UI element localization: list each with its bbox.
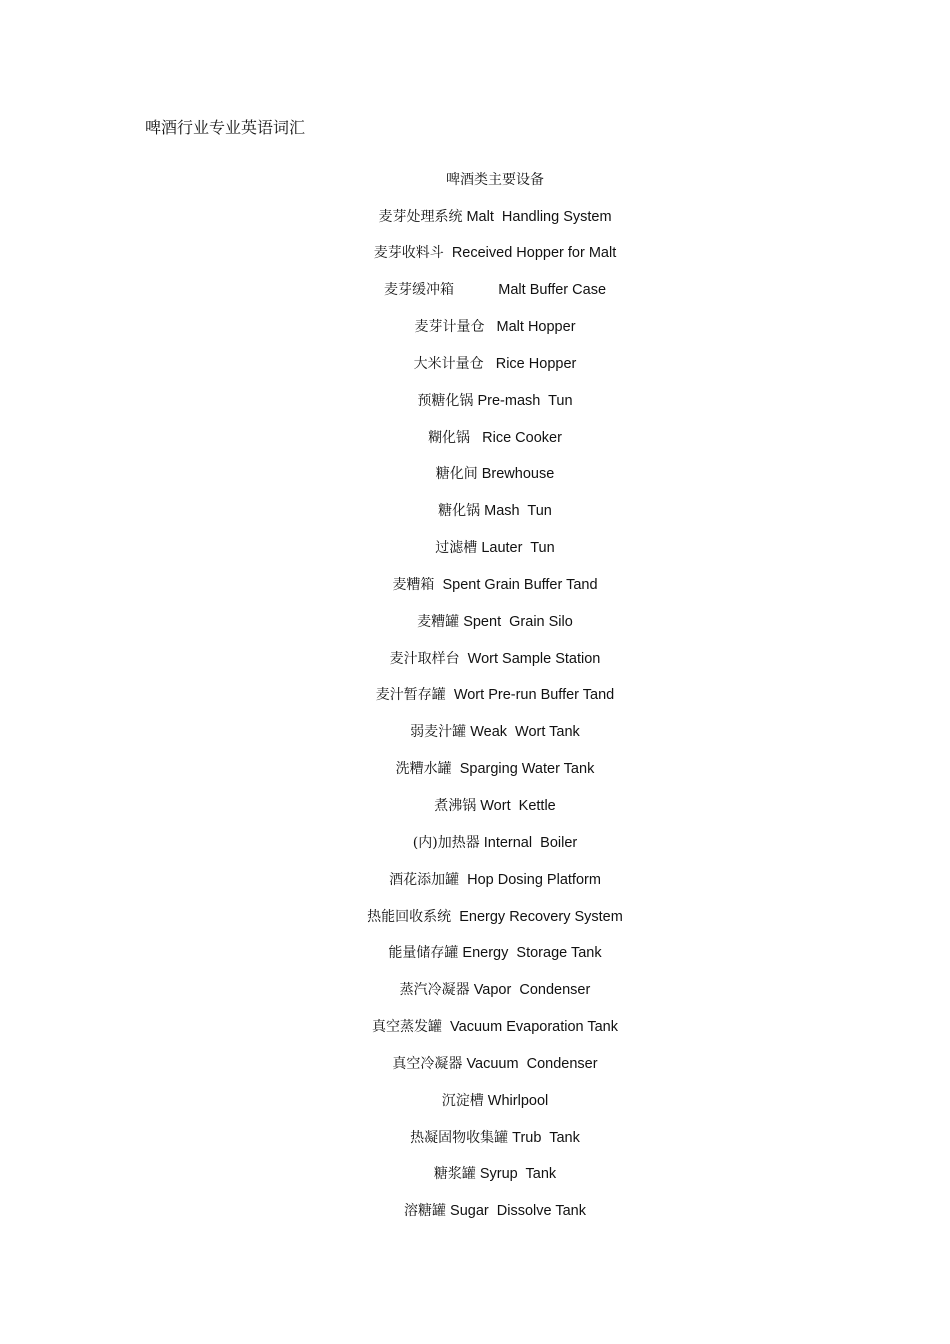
term-row — [0, 538, 950, 575]
term-english: Wort Pre-run Buffer Tand — [445, 687, 615, 704]
term-row — [0, 243, 950, 280]
term-row — [0, 501, 950, 538]
term-row — [0, 759, 950, 796]
term-row — [0, 391, 950, 428]
term-english: Vapor Condenser — [469, 982, 591, 999]
term-chinese: 能量储存罐 — [388, 945, 459, 962]
term-english: Wort Sample Station — [459, 650, 601, 667]
term-row — [0, 317, 950, 354]
term-chinese: 麦汁暂存罐 — [375, 687, 446, 704]
term-row — [0, 649, 950, 686]
term-row — [0, 870, 950, 907]
term-english: Lauter Tun — [477, 540, 555, 557]
term-row — [0, 575, 950, 612]
term-row — [0, 207, 950, 244]
term-chinese: 麦芽处理系统 — [378, 208, 463, 225]
term-chinese: 洗糟水罐 — [395, 761, 452, 778]
term-english: Hop Dosing Platform — [459, 871, 601, 888]
term-row — [0, 980, 950, 1017]
term-chinese: 麦芽收料斗 — [373, 245, 444, 262]
term-english: Malt Buffer Case — [453, 282, 607, 299]
term-row — [0, 722, 950, 759]
term-english: Energy Storage Tank — [458, 945, 602, 962]
term-row — [0, 1164, 950, 1201]
term-row — [0, 1128, 950, 1165]
term-row — [0, 428, 950, 465]
term-english: Whirlpool — [483, 1092, 549, 1109]
term-english: Internal Boiler — [479, 834, 578, 851]
term-row — [0, 1017, 950, 1054]
term-chinese: 蒸汽冷凝器 — [399, 982, 470, 999]
term-row — [0, 833, 950, 870]
term-chinese: 糊化锅 — [428, 429, 471, 446]
term-chinese: 预糖化锅 — [417, 392, 474, 409]
term-chinese: 麦糟罐 — [417, 613, 460, 630]
term-english: Wort Kettle — [476, 798, 556, 814]
term-chinese: 糖浆罐 — [433, 1166, 476, 1183]
term-english: Sparging Water Tank — [451, 761, 595, 778]
term-english: Pre-mash Tun — [473, 392, 573, 409]
term-row — [0, 354, 950, 391]
term-english: Mash Tun — [480, 503, 552, 520]
term-row — [0, 1054, 950, 1091]
term-english: Malt Hopper — [484, 319, 576, 336]
term-english: Sugar Dissolve Tank — [446, 1203, 586, 1220]
term-chinese: 弱麦汁罐 — [410, 724, 467, 741]
term-english: Trub Tank — [508, 1129, 580, 1146]
term-english: Brewhouse — [477, 466, 555, 483]
term-chinese: 麦芽缓冲箱 — [383, 282, 454, 299]
term-chinese: 真空蒸发罐 — [372, 1019, 442, 1036]
term-chinese: 糖化间 — [435, 466, 478, 483]
term-chinese: 麦芽计量仓 — [414, 319, 485, 336]
term-row — [0, 907, 950, 944]
document-title: 啤酒行业专业英语词汇 — [145, 118, 306, 137]
term-english: Received Hopper for Malt — [443, 245, 617, 262]
term-english: Rice Cooker — [470, 429, 562, 446]
term-chinese: 酒花添加罐 — [389, 871, 460, 888]
term-english: Malt Handling System — [462, 208, 612, 225]
term-chinese: 沉淀槽 — [441, 1092, 484, 1109]
term-english: Energy Recovery System — [451, 908, 623, 925]
term-chinese: 大米计量仓 — [413, 355, 484, 372]
term-row — [0, 943, 950, 980]
term-chinese: (内)加热器 — [412, 834, 480, 851]
term-row — [0, 1201, 950, 1238]
term-chinese: 煮沸锅 — [434, 798, 477, 814]
term-row — [0, 685, 950, 722]
term-chinese: 真空冷凝器 — [392, 1055, 463, 1072]
term-chinese: 麦汁取样台 — [389, 650, 460, 667]
term-row — [0, 612, 950, 649]
term-chinese: 麦糟箱 — [392, 576, 435, 593]
term-row — [0, 1091, 950, 1128]
term-english: Weak Wort Tank — [466, 724, 580, 741]
term-chinese: 溶糖罐 — [404, 1203, 447, 1220]
term-chinese: 热凝固物收集罐 — [410, 1129, 509, 1146]
term-row — [0, 280, 950, 317]
section-heading: 啤酒类主要设备 — [446, 172, 544, 188]
term-english: Syrup Tank — [475, 1166, 557, 1183]
term-english: Vacuum Condenser — [462, 1055, 598, 1072]
term-row — [0, 796, 950, 833]
term-list — [0, 207, 950, 1239]
term-chinese: 过滤槽 — [435, 540, 478, 557]
term-english: Vacuum Evaporation Tank — [442, 1019, 618, 1036]
term-row — [0, 464, 950, 501]
term-english: Rice Hopper — [483, 355, 577, 372]
term-chinese: 热能回收系统 — [367, 908, 452, 925]
term-chinese: 糖化锅 — [438, 503, 481, 520]
term-english: Spent Grain Buffer Tand — [434, 576, 598, 593]
term-english: Spent Grain Silo — [459, 613, 573, 630]
